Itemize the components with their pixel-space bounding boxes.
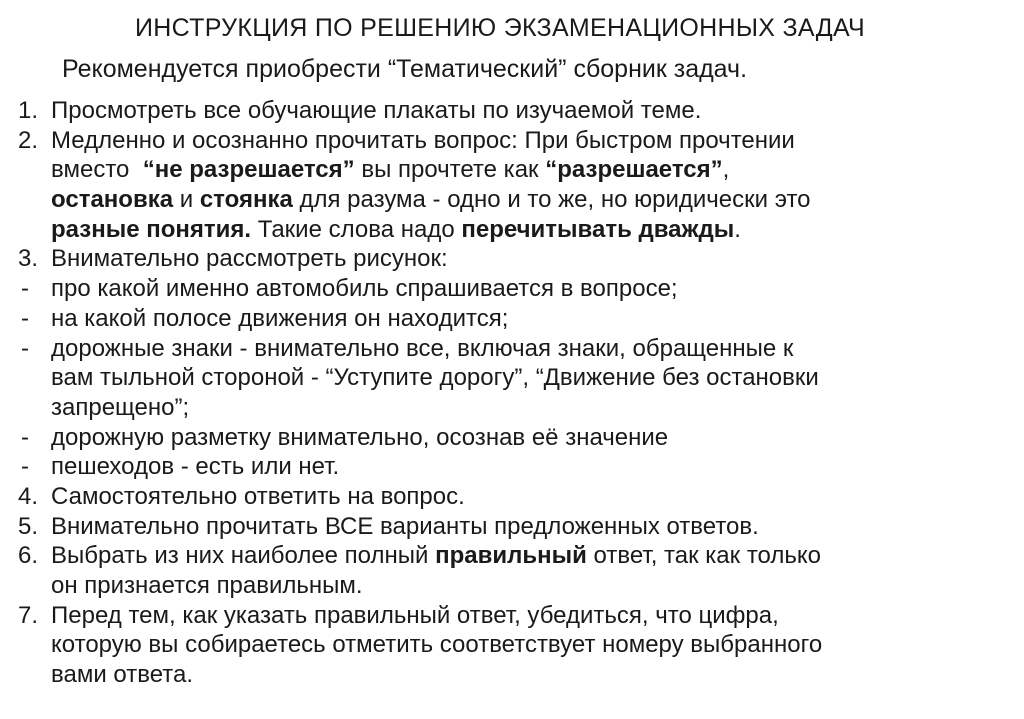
item-text: про какой именно автомобиль спрашивается в вопросе; xyxy=(51,275,678,303)
instruction-list xyxy=(18,96,1018,690)
sub-item-3 xyxy=(18,334,1018,364)
list-item-4 xyxy=(18,482,1018,512)
list-item-7-cont xyxy=(18,630,1018,660)
sub-item-5 xyxy=(18,452,1018,482)
dash-bullet: - xyxy=(21,304,29,332)
item-text: вами ответа. xyxy=(51,661,193,689)
item-text: Выбрать из них наиболее полный xyxy=(51,542,436,570)
item-text: на какой полосе движения он находится; xyxy=(51,304,509,332)
item-text: которую вы собираетесь отметить соответствует номеру выбранного xyxy=(51,631,823,659)
item-text: Медленно и осознанно прочитать вопрос: При быстром прочтении xyxy=(51,126,795,154)
item-number: 7. xyxy=(18,601,39,629)
sub-item-3-cont xyxy=(18,363,1018,393)
item-number: 2. xyxy=(18,126,39,154)
item-text: вам тыльной стороной - “Уступите дорогу”, “Движение без остановки xyxy=(51,364,819,392)
list-item-2-cont xyxy=(18,215,1018,245)
dash-bullet: - xyxy=(21,453,29,481)
bold-phrase: “разрешается” xyxy=(545,156,723,184)
item-text: дорожную разметку внимательно, осознав её значение xyxy=(51,423,669,451)
item-text: запрещено”; xyxy=(51,393,190,421)
list-item-3 xyxy=(18,244,1018,274)
item-text: Просмотреть все обучающие плакаты по изучаемой теме. xyxy=(51,97,702,124)
bold-phrase: остановка xyxy=(51,186,174,214)
item-text: Внимательно прочитать ВСЕ варианты предложенных ответов. xyxy=(51,512,759,540)
bold-phrase: правильный xyxy=(435,542,587,570)
item-text: и xyxy=(173,186,200,214)
page-subtitle: Рекомендуется приобрести “Тематический” сборник задач. xyxy=(62,55,748,83)
item-text: он признается правильным. xyxy=(51,572,363,599)
item-text: вы прочтете как xyxy=(354,156,546,184)
item-text: ответ, так как только xyxy=(586,542,821,570)
item-number: 3. xyxy=(18,245,39,273)
item-text: для разума - одно и то же, но юридически это xyxy=(292,186,811,214)
item-text: Внимательно рассмотреть рисунок: xyxy=(51,245,448,273)
item-text: пешеходов - есть или нет. xyxy=(51,453,340,481)
page-title: ИНСТРУКЦИЯ ПО РЕШЕНИЮ ЭКЗАМЕНАЦИОННЫХ ЗАДАЧ xyxy=(135,14,865,42)
item-number: 5. xyxy=(18,512,39,540)
bold-phrase: “не разрешается” xyxy=(142,156,355,184)
item-text: Перед тем, как указать правильный ответ, убедиться, что цифра, xyxy=(51,601,779,629)
bold-phrase: стоянка xyxy=(199,186,293,214)
item-text: . xyxy=(734,215,741,243)
item-text: дорожные знаки - внимательно все, включая знаки, обращенные к xyxy=(51,334,794,362)
item-text: вместо xyxy=(51,156,143,184)
item-number: 1. xyxy=(18,97,39,124)
list-item-2-cont xyxy=(18,185,1018,215)
item-number: 4. xyxy=(18,482,39,510)
dash-bullet: - xyxy=(21,334,29,362)
sub-item-2 xyxy=(18,304,1018,334)
list-item-7-cont xyxy=(18,660,1018,690)
dash-bullet: - xyxy=(21,275,29,303)
sub-item-4 xyxy=(18,423,1018,453)
list-item-7 xyxy=(18,601,1018,631)
list-item-2 xyxy=(18,126,1018,156)
list-item-6-cont xyxy=(18,571,1018,601)
list-item-5 xyxy=(18,512,1018,542)
item-text: , xyxy=(722,156,730,184)
sub-item-3-cont xyxy=(18,393,1018,423)
bold-phrase: разные понятия. xyxy=(51,215,252,243)
item-number: 6. xyxy=(18,542,39,570)
dash-bullet: - xyxy=(21,423,29,451)
list-item-2-cont xyxy=(18,155,1018,185)
item-text: Самостоятельно ответить на вопрос. xyxy=(51,482,465,510)
sub-item-1 xyxy=(18,274,1018,304)
list-item-6 xyxy=(18,541,1018,571)
item-text: Такие слова надо xyxy=(251,215,462,243)
list-item-1 xyxy=(18,96,1018,126)
bold-phrase: перечитывать дважды xyxy=(461,215,735,243)
